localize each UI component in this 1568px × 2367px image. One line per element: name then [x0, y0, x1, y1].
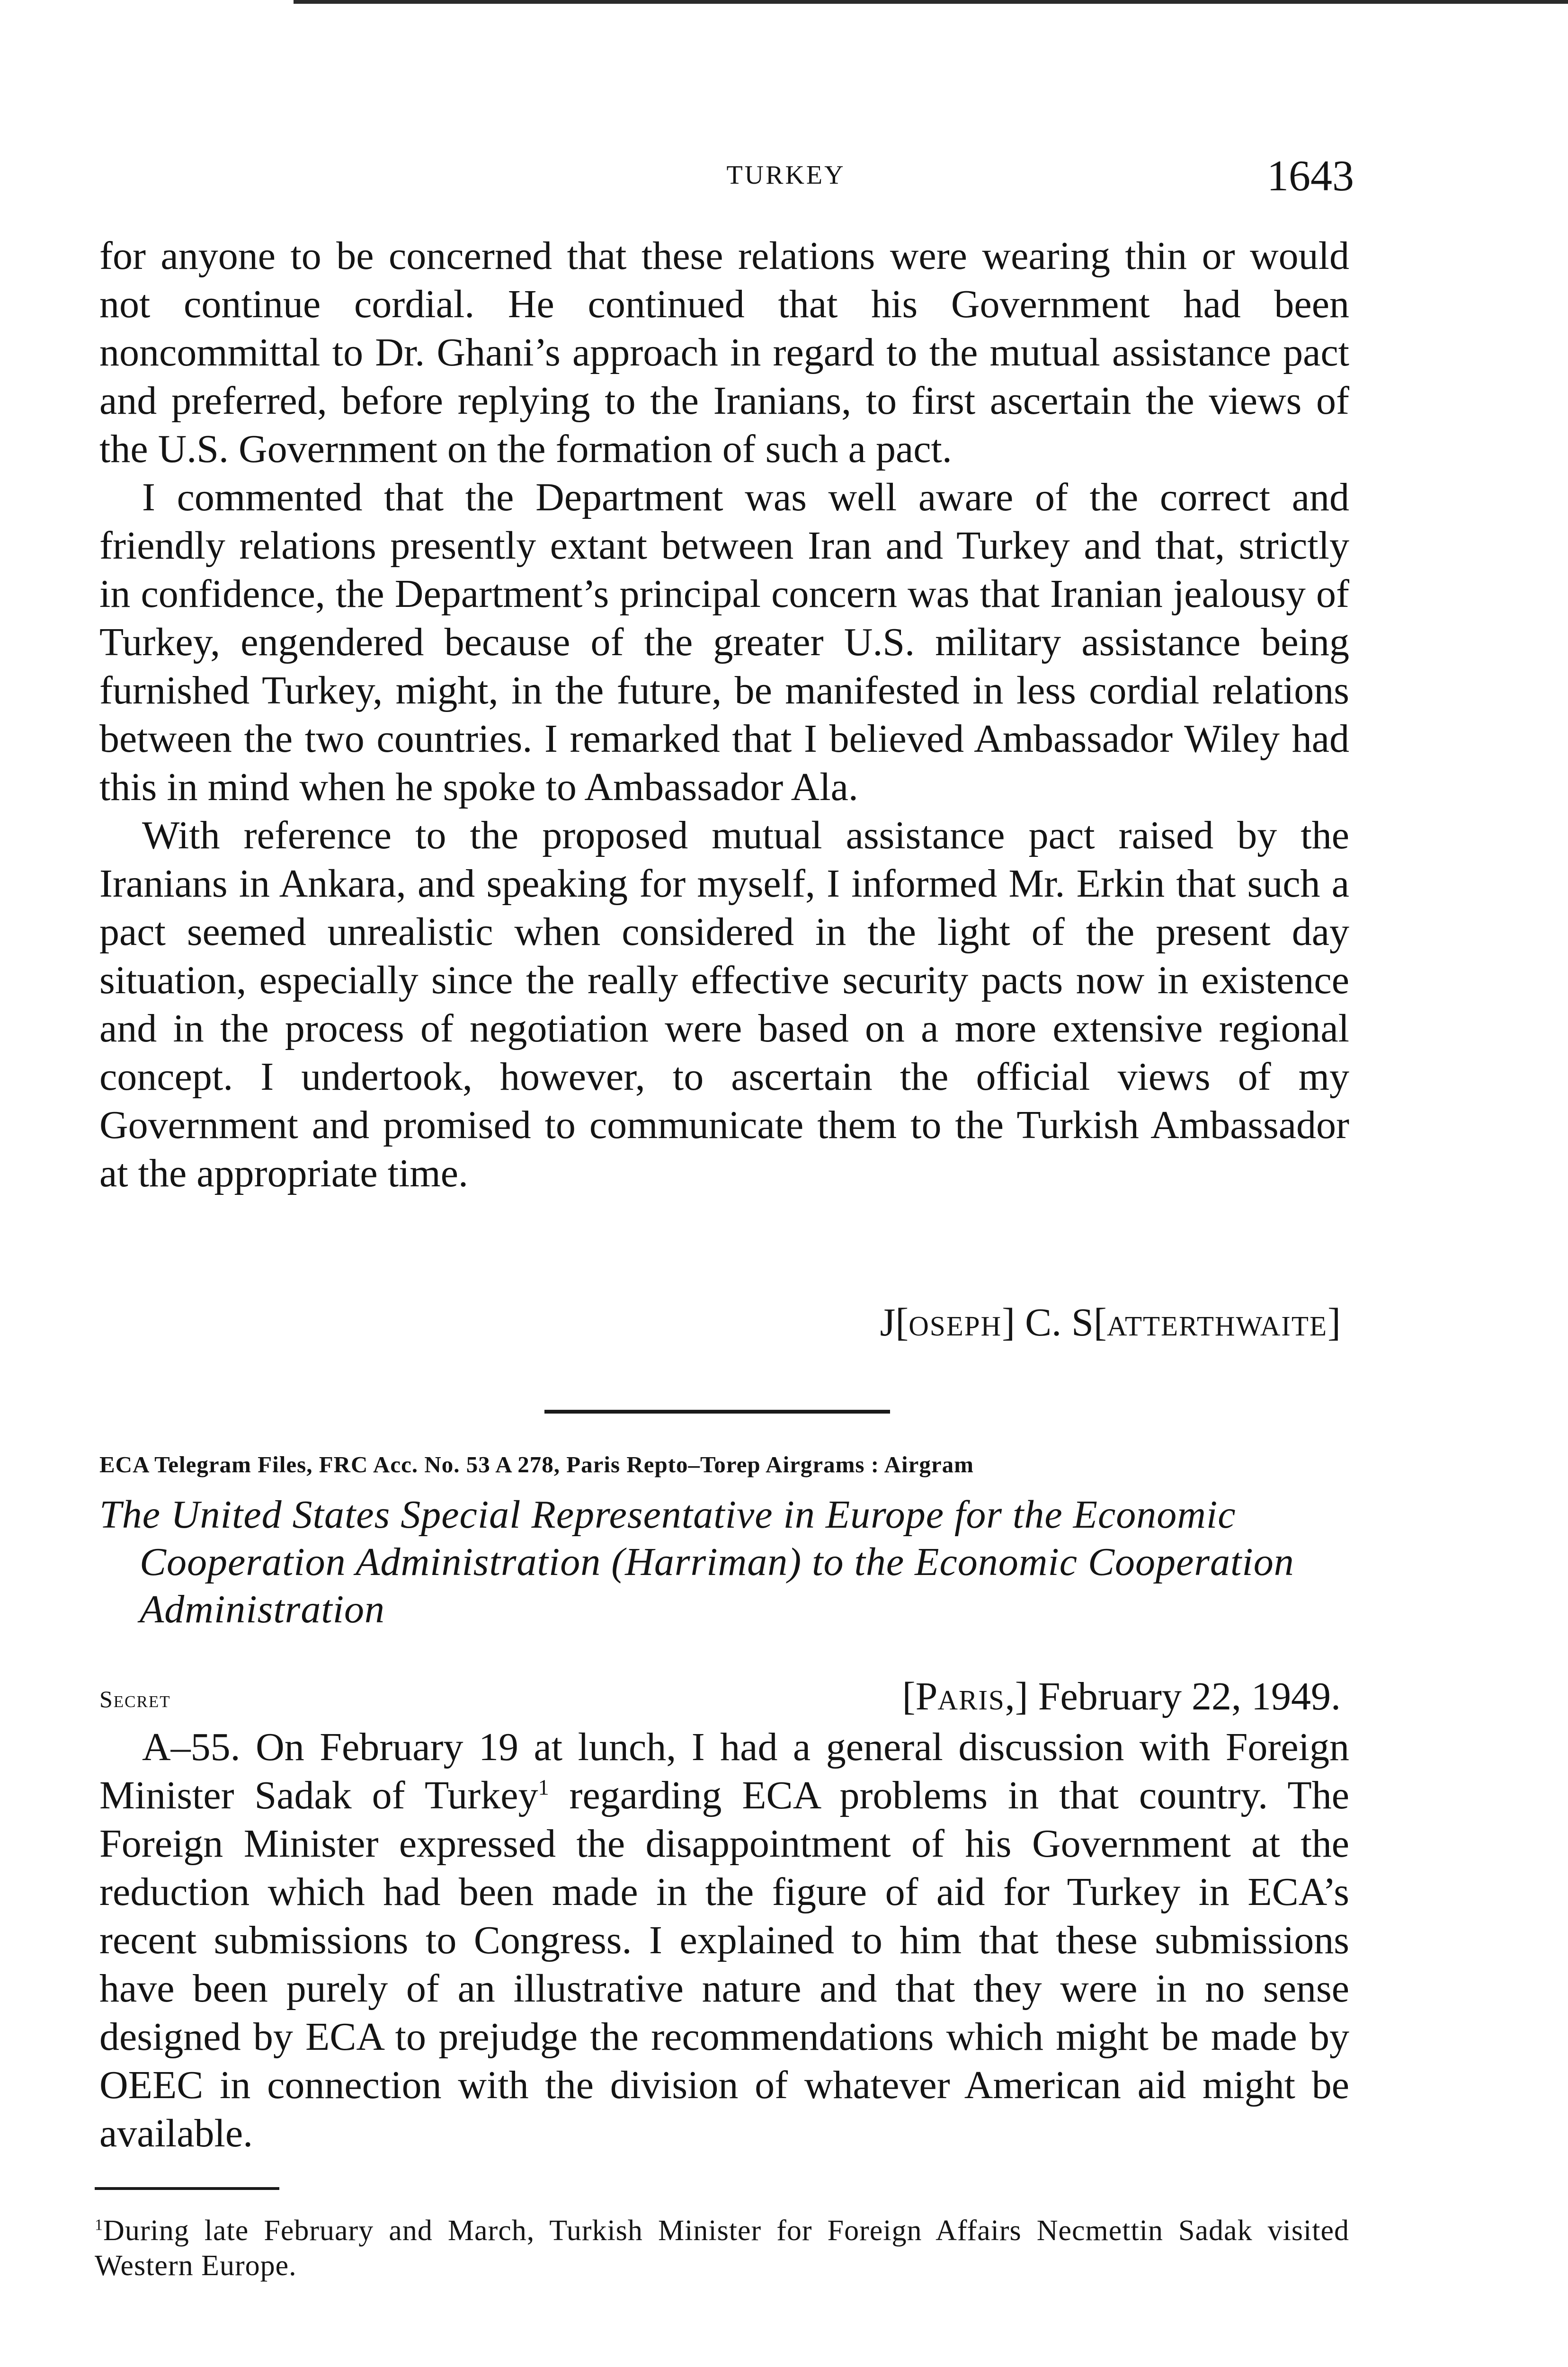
- paragraph-mutual-assistance: With reference to the proposed mutual assistance pact raised by the Iranians in Ankara, and speaking for myself, I informed Mr. Erkin that such a pact seemed unrealistic when considered in the light of the present day situation, especially since the really effective security pacts now in existence and in the process of negotiation were based on a more extensive regional concept. I undertook, however, to ascertain the official views of my Government and promised to communicate them to the Turkish Ambassador at the appropriate time.: [99, 813, 1349, 1195]
- section-divider: [544, 1410, 890, 1414]
- classification-label: Secret: [99, 1686, 171, 1712]
- footnote-reference[interactable]: 1: [538, 1775, 549, 1799]
- scan-top-edge: [294, 0, 1568, 4]
- signature: J[oseph] C. S[atterthwaite]: [880, 1300, 1341, 1344]
- airgram-body: [99, 1723, 1349, 2158]
- footnote-rule: [95, 2187, 279, 2190]
- document-heading: [99, 1491, 1349, 1633]
- running-title: TURKEY: [726, 160, 846, 190]
- paragraph-airgram: A–55. On February 19 at lunch, I had a general discussion with Foreign Minister Sadak of Turkey$^1$ regarding ECA problems in that country. The Foreign Minister expressed the disappointment of his Government at the reduction which had been made in the figure of aid for Turkey in ECA’s recent submissions to Congress. I explained to him that these submissions have been purely of an illustrative nature and that they were in no sense designed by ECA to prejudge the recommendations which might be made by OEEC in connection with the division of whatever American aid might be available.: [99, 1725, 1350, 2155]
- paragraph-continued: for anyone to be concerned that these relations were wearing thin or would not continue cordial. He continued that his Government had been noncommittal to Dr. Ghani’s approach in regard to the mutual assistance pact and preferred, before replying to the Iranians, to first ascertain the views of the U.S. Government on the formation of such a pact.: [99, 234, 1349, 471]
- letter-body: [99, 232, 1349, 1198]
- running-head: [99, 151, 1354, 203]
- footnote-marker: 1: [95, 2216, 104, 2234]
- footnote-text: During late February and March, Turkish Minister for Foreign Affairs Necmettin Sadak visited Western Europe.: [95, 2215, 1349, 2282]
- footnote: [95, 2213, 1349, 2283]
- paragraph-department-concern: I commented that the Department was well aware of the correct and friendly relations presently extant between Iran and Turkey and that, strictly in confidence, the Department’s principal concern was that Iranian jealousy of Turkey, engendered because of the greater U.S. military assistance being furnished Turkey, might, in the future, be manifested in less cordial relations between the two countries. I remarked that I believed Ambassador Wiley had this in mind when he spoke to Ambassador Ala.: [99, 475, 1349, 809]
- date-line: [Paris,] February 22, 1949.: [902, 1674, 1341, 1718]
- heading-line-1: The United States Special Representative in Europe for the Economic: [99, 1493, 1236, 1537]
- heading-continuation: Cooperation Administration (Harriman) to the Economic Cooperation Administration: [140, 1540, 1294, 1631]
- page-number: 1643: [1267, 151, 1354, 200]
- source-note: ECA Telegram Files, FRC Acc. No. 53 A 278, Paris Repto–Torep Airgrams : Airgram: [99, 1451, 974, 1477]
